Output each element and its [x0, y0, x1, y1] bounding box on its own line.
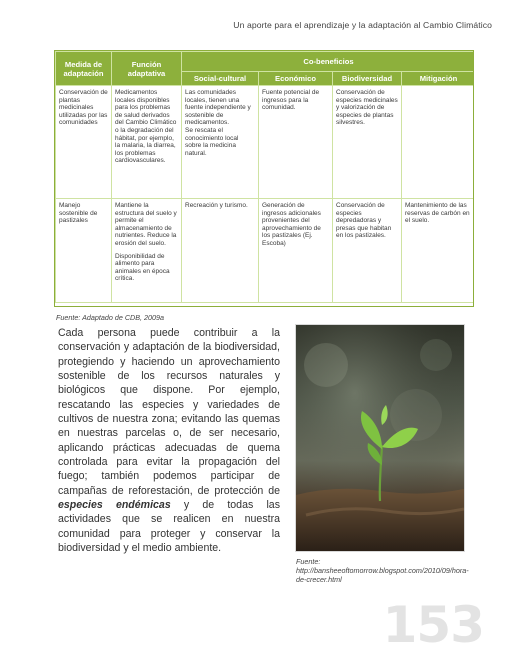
cell-medida: Manejo sostenible de pastizales — [56, 199, 112, 303]
cell-biodiversidad: Conservación de especies medicinales y valorización de especies de plantas silvestres. — [333, 86, 402, 199]
cell-paragraph: Medicamentos locales disponibles para los problemas de salud derivados del Cambio Climático o la degradación del hábitat, por ejemplo, la malaria, la diarrea, los problemas cardiovasculares. — [115, 89, 177, 165]
cell-medida: Conservación de plantas medicinales utilizadas por las comunidades — [56, 86, 112, 199]
subheader-biodiversidad: Biodiversidad — [333, 72, 402, 86]
body-text-start: Cada persona puede contribuir a la conservación y adaptación de la biodiversidad, protegiendo y haciendo un aprovechamiento sostenible de los recursos naturales y biológicos que dispone. Por ejemplo, rescatando las especies y variedades de cultivos de nuestra zona; evitando las quemas en nuestras parcelas o, de ser necesario, aplicando prácticas adecuadas de quema controlada para evitar la propagación del fuego; también podemos participar de campañas de reforestación, de protección de — [58, 327, 280, 497]
cell-economico: Fuente potencial de ingresos para la comunidad. — [259, 86, 333, 199]
cell-biodiversidad: Conservación de especies depredadoras y presas que habitan en los pastizales. — [333, 199, 402, 303]
table-row — [56, 86, 475, 199]
cell-funcion — [112, 86, 182, 199]
body-paragraph — [58, 326, 280, 556]
cell-paragraph: Se rescata el conocimiento local sobre la medicina natural. — [185, 126, 239, 157]
body-emphasis: especies endémicas — [58, 499, 171, 512]
header-medida: Medida de adaptación — [56, 52, 112, 86]
body-text-end: y de todas las actividades que se realicen en nuestra comunidad para proteger y conservar la biodiversidad y el medio ambiente. — [58, 499, 280, 555]
seedling-photo-icon — [296, 325, 464, 551]
page-number: 153 — [382, 596, 484, 654]
cell-funcion — [112, 199, 182, 303]
cell-paragraph: Disponibilidad de alimento para animales en época crítica. — [115, 252, 170, 283]
subheader-mitigacion: Mitigación — [402, 72, 475, 86]
subheader-economico: Económico — [259, 72, 333, 86]
photo-source-caption: Fuente: http://bansheeoftomorrow.blogspot.com/2010/09/hora-de-crecer.html — [296, 557, 469, 584]
cell-paragraph: Las comunidades locales, tienen una fuente independiente y sostenible de medicamentos. — [185, 89, 251, 127]
cell-paragraph: Mantiene la estructura del suelo y permite el almacenamiento de nutrientes. Reduce la erosión del suelo. — [115, 202, 177, 247]
co-benefits-table — [54, 50, 474, 307]
subheader-social: Social-cultural — [182, 72, 259, 86]
cell-mitigacion — [402, 86, 475, 199]
header-cobeneficios: Co-beneficios — [182, 52, 475, 72]
cell-paragraph: Recreación y turismo. — [185, 202, 248, 209]
cell-economico: Generación de ingresos adicionales provenientes del aprovechamiento de los pastizales (Ej. Escoba) — [259, 199, 333, 303]
table-source-caption: Fuente: Adaptado de CDB, 2009a — [56, 313, 165, 322]
running-title: Un aporte para el aprendizaje y la adaptación al Cambio Climático — [233, 20, 492, 30]
table-row — [56, 199, 475, 303]
header-funcion: Función adaptativa — [112, 52, 182, 86]
cell-social — [182, 199, 259, 303]
cell-social — [182, 86, 259, 199]
seedling-icon — [296, 325, 464, 551]
cell-mitigacion: Mantenimiento de las reservas de carbón en el suelo. — [402, 199, 475, 303]
